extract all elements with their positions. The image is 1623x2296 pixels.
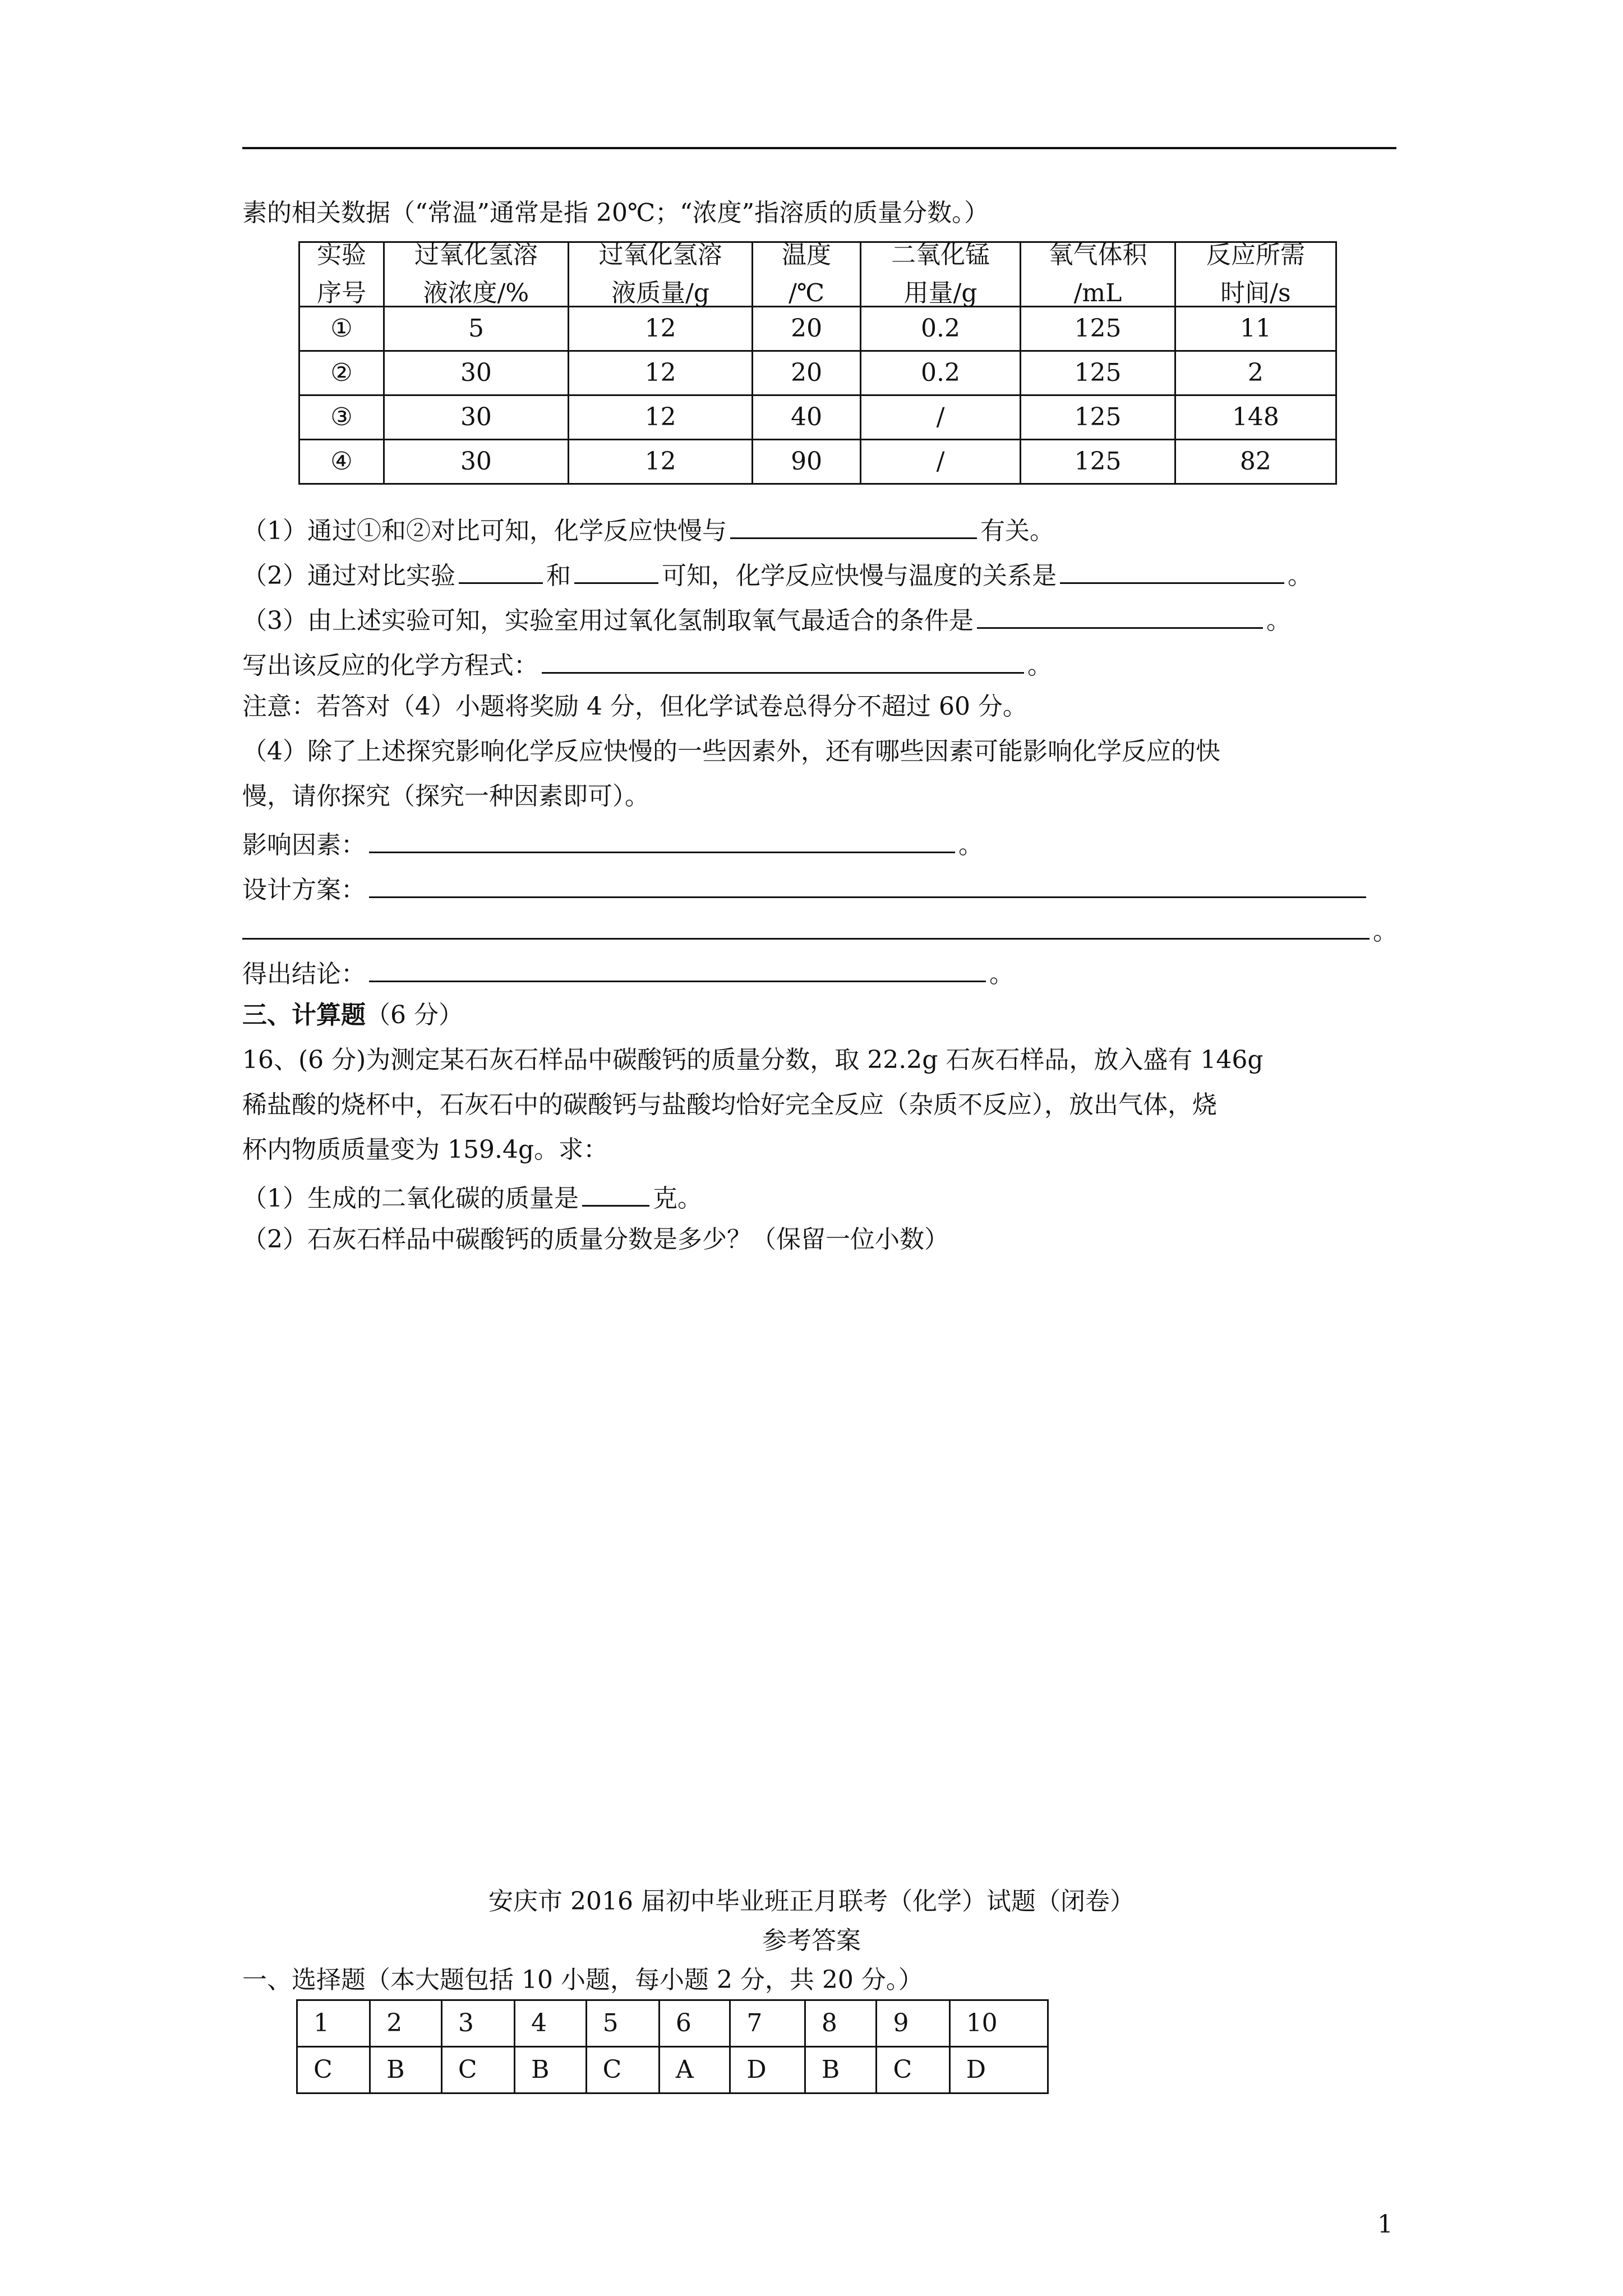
intro-text: 素的相关数据（“常温”通常是指 20℃；“浓度”指溶质的质量分数。） — [242, 199, 989, 227]
answer-blank[interactable] — [242, 915, 1370, 940]
table-row — [299, 395, 1336, 440]
answer-blank[interactable] — [369, 958, 986, 982]
answer-key-title: 安庆市 2016 届初中毕业班正月联考（化学）试题（闭卷） — [488, 1887, 1135, 1916]
answer-blank[interactable] — [459, 560, 543, 584]
table-cell: 4 — [515, 2000, 587, 2047]
header-cell: 过氧化氢溶 液质量/g — [568, 242, 753, 307]
question-4-line-1: （4）除了上述探究影响化学反应快慢的一些因素外，还有哪些因素可能影响化学反应的快 — [242, 737, 1220, 766]
page-number: 1 — [1377, 2210, 1393, 2239]
design-line-2: 。 — [242, 915, 1398, 944]
table-cell: / — [860, 395, 1020, 440]
table-cell: C — [586, 2047, 659, 2093]
answer-letter-row — [297, 2047, 1048, 2093]
question-16-line-3: 杯内物质质量变为 159.4g。求： — [242, 1135, 608, 1164]
table-cell: 8 — [805, 2000, 877, 2047]
table-cell: 20 — [753, 351, 861, 395]
table-cell: 125 — [1021, 351, 1175, 395]
table-cell: 9 — [877, 2000, 949, 2047]
question-4-line-2: 慢，请你探究（探究一种因素即可）。 — [242, 782, 649, 811]
table-cell: / — [860, 440, 1020, 484]
section-3-heading: 三、计算题（6 分） — [242, 1001, 463, 1029]
table-cell: 12 — [568, 440, 753, 484]
conclusion-line: 得出结论： 。 — [242, 958, 1014, 987]
answer-blank[interactable] — [582, 1182, 649, 1207]
table-cell: 125 — [1021, 395, 1175, 440]
table-cell: B — [370, 2047, 442, 2093]
table-cell: 11 — [1175, 307, 1336, 351]
answer-blank[interactable] — [542, 650, 1024, 674]
table-cell: C — [877, 2047, 949, 2093]
experiment-table — [298, 241, 1337, 485]
table-cell: 5 — [586, 2000, 659, 2047]
section-1-heading: 一、选择题（本大题包括 10 小题，每小题 2 分，共 20 分。） — [242, 1966, 923, 1994]
table-cell: ④ — [299, 440, 384, 484]
table-cell: 2 — [1175, 351, 1336, 395]
question-3: （3）由上述实验可知，实验室用过氧化氢制取氧气最适合的条件是 。 — [242, 605, 1291, 633]
table-cell: D — [949, 2047, 1048, 2093]
table-cell: 3 — [441, 2000, 514, 2047]
header-cell: 反应所需 时间/s — [1175, 242, 1336, 307]
answer-blank[interactable] — [977, 605, 1263, 629]
table-cell: 5 — [384, 307, 569, 351]
table-cell: 0.2 — [860, 307, 1020, 351]
answer-blank[interactable] — [730, 515, 977, 539]
question-16-part-1: （1）生成的二氧化碳的质量是 克。 — [242, 1182, 702, 1211]
table-cell: ② — [299, 351, 384, 395]
table-cell: 90 — [753, 440, 861, 484]
header-rule — [242, 147, 1396, 149]
table-cell: 148 — [1175, 395, 1336, 440]
answer-number-row — [297, 2000, 1048, 2047]
question-16-line-1: 16、(6 分)为测定某石灰石样品中碳酸钙的质量分数，取 22.2g 石灰石样品，放入盛有 146g — [242, 1046, 1264, 1074]
table-cell: 30 — [384, 440, 569, 484]
table-cell: C — [297, 2047, 370, 2093]
answer-key-table — [296, 1999, 1049, 2094]
header-cell: 过氧化氢溶 液浓度/% — [384, 242, 569, 307]
question-1: （1）通过①和②对比可知，化学反应快慢与 有关。 — [242, 515, 1054, 544]
table-cell: B — [515, 2047, 587, 2093]
answer-blank[interactable] — [1060, 560, 1284, 584]
table-cell: 82 — [1175, 440, 1336, 484]
table-cell: A — [659, 2047, 730, 2093]
table-cell: 2 — [370, 2000, 442, 2047]
table-cell: ③ — [299, 395, 384, 440]
table-cell: D — [730, 2047, 805, 2093]
header-cell: 温度 /℃ — [753, 242, 861, 307]
table-cell: C — [441, 2047, 514, 2093]
question-3-equation: 写出该反应的化学方程式： 。 — [242, 650, 1052, 678]
table-cell: 0.2 — [860, 351, 1020, 395]
table-row — [299, 351, 1336, 395]
header-cell: 实验 序号 — [299, 242, 384, 307]
table-cell: 12 — [568, 307, 753, 351]
design-line: 设计方案： — [242, 874, 1370, 903]
table-cell: 12 — [568, 395, 753, 440]
table-cell: 125 — [1021, 440, 1175, 484]
table-cell: 20 — [753, 307, 861, 351]
table-cell: ① — [299, 307, 384, 351]
table-cell: 6 — [659, 2000, 730, 2047]
table-cell: 7 — [730, 2000, 805, 2047]
question-16-part-2: （2）石灰石样品中碳酸钙的质量分数是多少？（保留一位小数） — [242, 1225, 949, 1254]
table-cell: 10 — [949, 2000, 1048, 2047]
header-cell: 氧气体积 /mL — [1021, 242, 1175, 307]
factor-line: 影响因素： 。 — [242, 829, 983, 858]
table-cell: 1 — [297, 2000, 370, 2047]
table-cell: 12 — [568, 351, 753, 395]
table-cell: 30 — [384, 395, 569, 440]
table-row — [299, 440, 1336, 484]
question-16-line-2: 稀盐酸的烧杯中，石灰石中的碳酸钙与盐酸均恰好完全反应（杂质不反应），放出气体，烧 — [242, 1091, 1217, 1119]
table-cell: 125 — [1021, 307, 1175, 351]
answer-blank[interactable] — [574, 560, 658, 584]
table-row — [299, 307, 1336, 351]
answer-blank[interactable] — [369, 874, 1366, 898]
table-cell: B — [805, 2047, 877, 2093]
bonus-note: 注意：若答对（4）小题将奖励 4 分，但化学试卷总得分不超过 60 分。 — [242, 692, 1027, 721]
table-cell: 40 — [753, 395, 861, 440]
question-2: （2）通过对比实验 和 可知，化学反应快慢与温度的关系是 。 — [242, 560, 1312, 588]
table-cell: 30 — [384, 351, 569, 395]
answer-blank[interactable] — [369, 829, 955, 853]
answer-key-subtitle: 参考答案 — [762, 1926, 861, 1955]
header-cell: 二氧化锰 用量/g — [860, 242, 1020, 307]
